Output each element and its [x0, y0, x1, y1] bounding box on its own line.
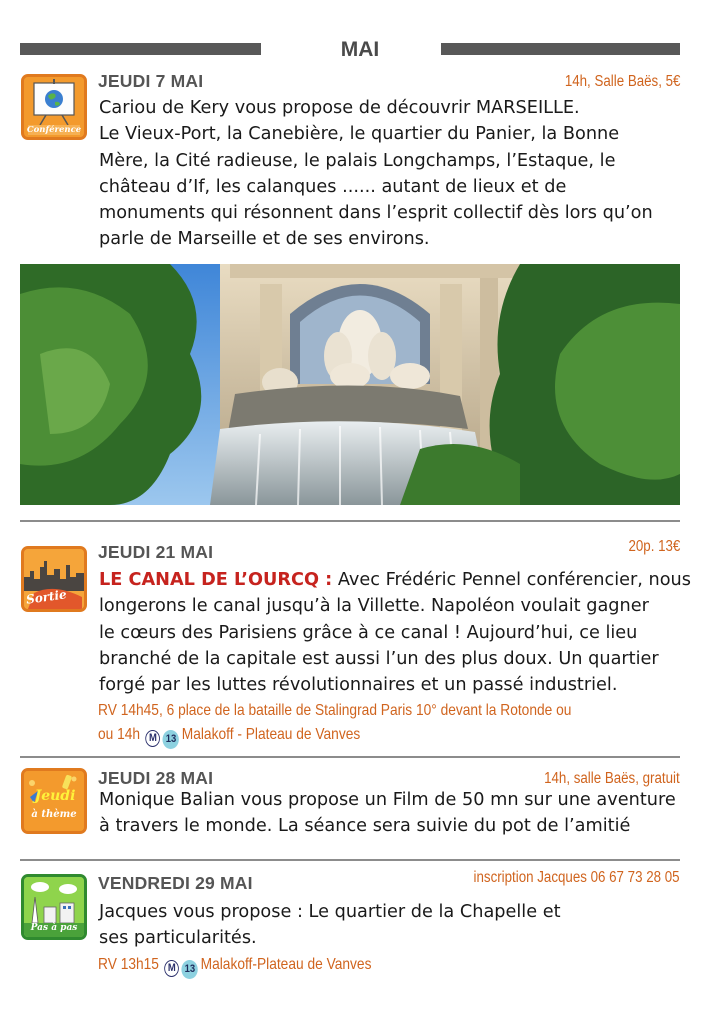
rendezvous-line: [98, 956, 371, 979]
event-date: VENDREDI 29 MAI: [98, 873, 253, 893]
sortie-icon-label: Sortie: [25, 587, 68, 607]
event-time-place-price: 14h, Salle Baës, 5€: [564, 73, 680, 90]
event-date: JEUDI 7 MAI: [98, 71, 204, 91]
rendezvous-line: [98, 726, 360, 749]
sortie-icon: [21, 546, 87, 612]
metro-icon: M: [146, 730, 161, 747]
pas-a-pas-icon: [21, 874, 87, 940]
section-divider: [20, 756, 680, 758]
event-description: [99, 567, 691, 698]
jeudi-icon-label: Jeudi: [34, 788, 76, 804]
event-description: [99, 899, 561, 952]
header-bar-right: [441, 43, 680, 55]
event-registration: inscription Jacques 06 67 73 28 05: [473, 869, 680, 886]
header-bar-left: [20, 43, 261, 55]
event-description: [99, 95, 653, 253]
section-divider: [20, 520, 680, 522]
metro-line-badge: 13: [182, 960, 198, 979]
a-theme-icon-label: à thème: [31, 809, 77, 820]
metro-station: Malakoff-Plateau de Vanves: [200, 956, 372, 973]
metro-icon: M: [165, 960, 180, 977]
conference-icon: [21, 74, 87, 140]
conference-icon-label: Conférence: [26, 125, 82, 135]
jeudi-a-theme-icon: [21, 768, 87, 834]
event-title: LE CANAL DE L’OURCQ :: [99, 570, 333, 590]
month-title: MAI: [340, 38, 380, 61]
description-line: [99, 567, 691, 593]
event-time-place-price: 14h, salle Baës, gratuit: [544, 770, 680, 787]
description-line: Monique Balian vous propose un Film de 50 mn sur une aventure: [99, 790, 676, 810]
description-text: Avec Frédéric Pennel conférencier, nous: [332, 570, 691, 590]
event-description: [99, 787, 676, 840]
description-line: forgé par les luttes révolutionnaires et un passé industriel.: [99, 675, 618, 696]
metro-station: Malakoff - Plateau de Vanves: [181, 726, 361, 743]
rendezvous-time: ou 14h: [98, 726, 141, 743]
description-line: parle de Marseille et de ses environs.: [99, 229, 430, 250]
description-line: le cœurs des Parisiens grâce à ce canal ! Aujourd’hui, ce lieu: [99, 622, 638, 643]
rendezvous-time: RV 13h15: [98, 956, 159, 973]
description-line: Cariou de Kery vous propose de découvrir MARSEILLE.: [99, 98, 580, 118]
section-divider: [20, 859, 680, 861]
description-line: château d’If, les calanques ...... autant de lieux et de: [99, 176, 567, 197]
event-date: JEUDI 28 MAI: [98, 768, 214, 788]
description-line: longerons le canal jusqu’à la Villette. Napoléon voulait gagner: [99, 596, 649, 617]
description-line: Le Vieux-Port, la Canebière, le quartier du Panier, la Bonne: [99, 124, 620, 145]
description-line: Mère, la Cité radieuse, le palais Longchamps, l’Estaque, le: [99, 150, 616, 171]
description-line: monuments qui résonnent dans l’esprit collectif dès lors qu’on: [99, 203, 653, 224]
event-date: JEUDI 21 MAI: [98, 542, 214, 562]
description-line: branché de la capitale est aussi l’un des plus doux. Un quartier: [99, 648, 659, 669]
rendezvous-line: RV 14h45, 6 place de la bataille de Stalingrad Paris 10° devant la Rotonde ou: [98, 702, 572, 719]
description-line: ses particularités.: [99, 928, 257, 949]
event-price: 20p. 13€: [628, 538, 680, 555]
palais-longchamp-photo: [20, 264, 680, 505]
pas-a-pas-icon-label: Pas à pas: [30, 923, 78, 933]
description-line: à travers le monde. La séance sera suivie du pot de l’amitié: [99, 816, 631, 837]
metro-line-badge: 13: [163, 730, 179, 749]
description-line: Jacques vous propose : Le quartier de la Chapelle et: [99, 902, 561, 922]
